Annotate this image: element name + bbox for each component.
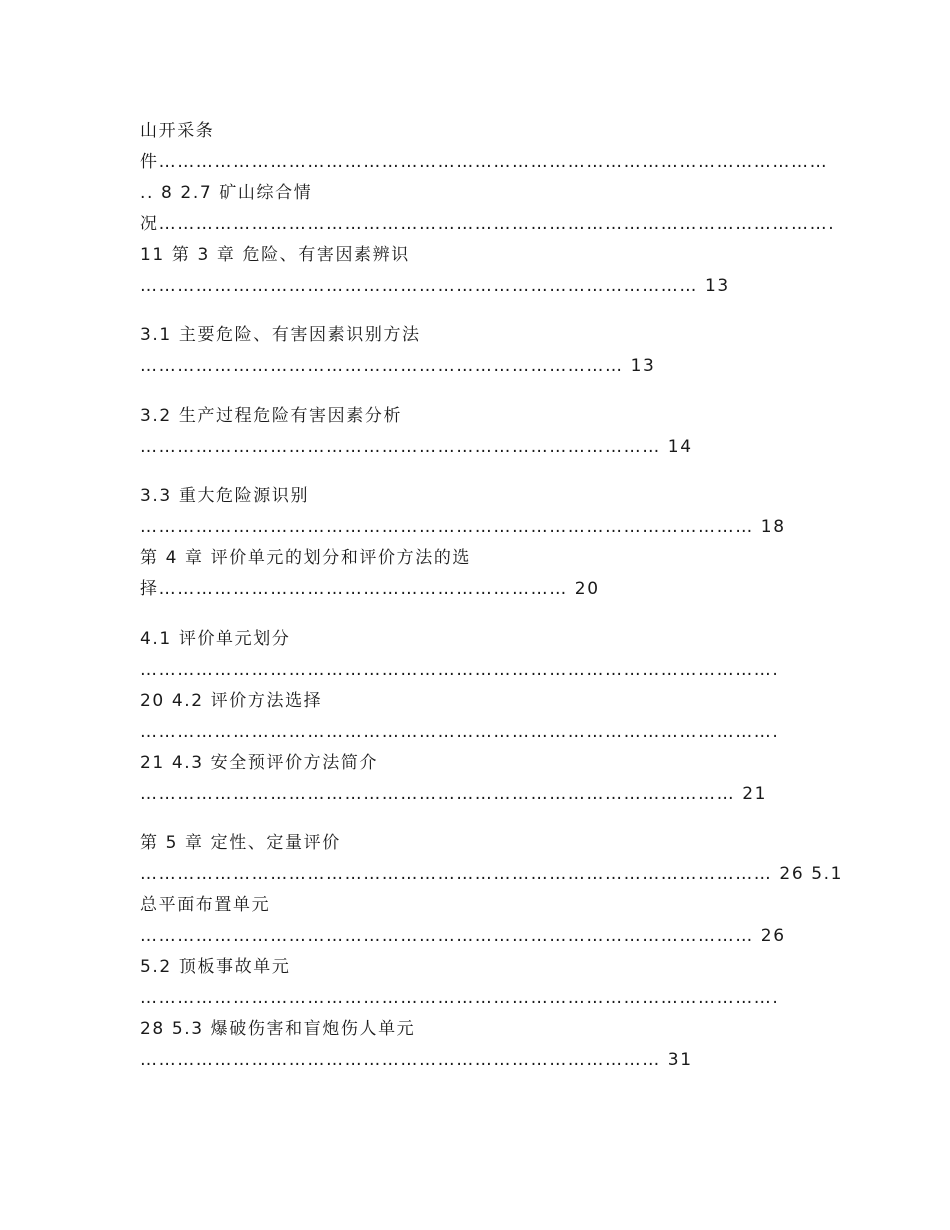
toc-line: 件……………………………………………………………………………………………… bbox=[140, 152, 829, 172]
toc-line: 山开采条 bbox=[140, 121, 215, 141]
toc-line: 4.1 评价单元划分 bbox=[140, 629, 291, 649]
toc-line: 总平面布置单元 bbox=[140, 895, 271, 915]
toc-line: 3.1 主要危险、有害因素识别方法 bbox=[140, 325, 421, 345]
toc-line: ………………………………………………………………………… 14 bbox=[140, 437, 693, 457]
toc-line: 择………………………………………………………… 20 bbox=[140, 579, 600, 599]
toc-line: 20 4.2 评价方法选择 bbox=[140, 691, 323, 711]
toc-line: .. 8 2.7 矿山综合情 bbox=[140, 183, 313, 203]
toc-line: 第 5 章 定性、定量评价 bbox=[140, 833, 341, 853]
toc-line: ………………………………………………………………………………………… 26 5.1 bbox=[140, 864, 844, 884]
toc-line: 3.2 生产过程危险有害因素分析 bbox=[140, 406, 403, 426]
toc-line: 5.2 顶板事故单元 bbox=[140, 957, 291, 977]
toc-line: …………………………………………………………………………………………. bbox=[140, 722, 780, 742]
toc-line: ………………………………………………………………………… 31 bbox=[140, 1050, 693, 1070]
toc-line: 28 5.3 爆破伤害和盲炮伤人单元 bbox=[140, 1019, 416, 1039]
toc-line: 11 第 3 章 危险、有害因素辨识 bbox=[140, 245, 410, 265]
toc-line: 3.3 重大危险源识别 bbox=[140, 486, 310, 506]
toc-line: …………………………………………………………………………………………. bbox=[140, 660, 780, 680]
toc-line: …………………………………………………………………… 13 bbox=[140, 356, 656, 376]
toc-line: 21 4.3 安全预评价方法简介 bbox=[140, 753, 379, 773]
toc-line: …………………………………………………………………………………… 21 bbox=[140, 784, 768, 804]
toc-line: 况………………………………………………………………………………………………. bbox=[140, 214, 836, 234]
toc-line: ……………………………………………………………………………………… 26 bbox=[140, 926, 786, 946]
toc-line: …………………………………………………………………………………………. bbox=[140, 988, 780, 1008]
toc-line: 第 4 章 评价单元的划分和评价方法的选 bbox=[140, 548, 472, 568]
toc-line: ……………………………………………………………………………………… 18 bbox=[140, 517, 786, 537]
toc-line: ……………………………………………………………………………… 13 bbox=[140, 276, 730, 296]
